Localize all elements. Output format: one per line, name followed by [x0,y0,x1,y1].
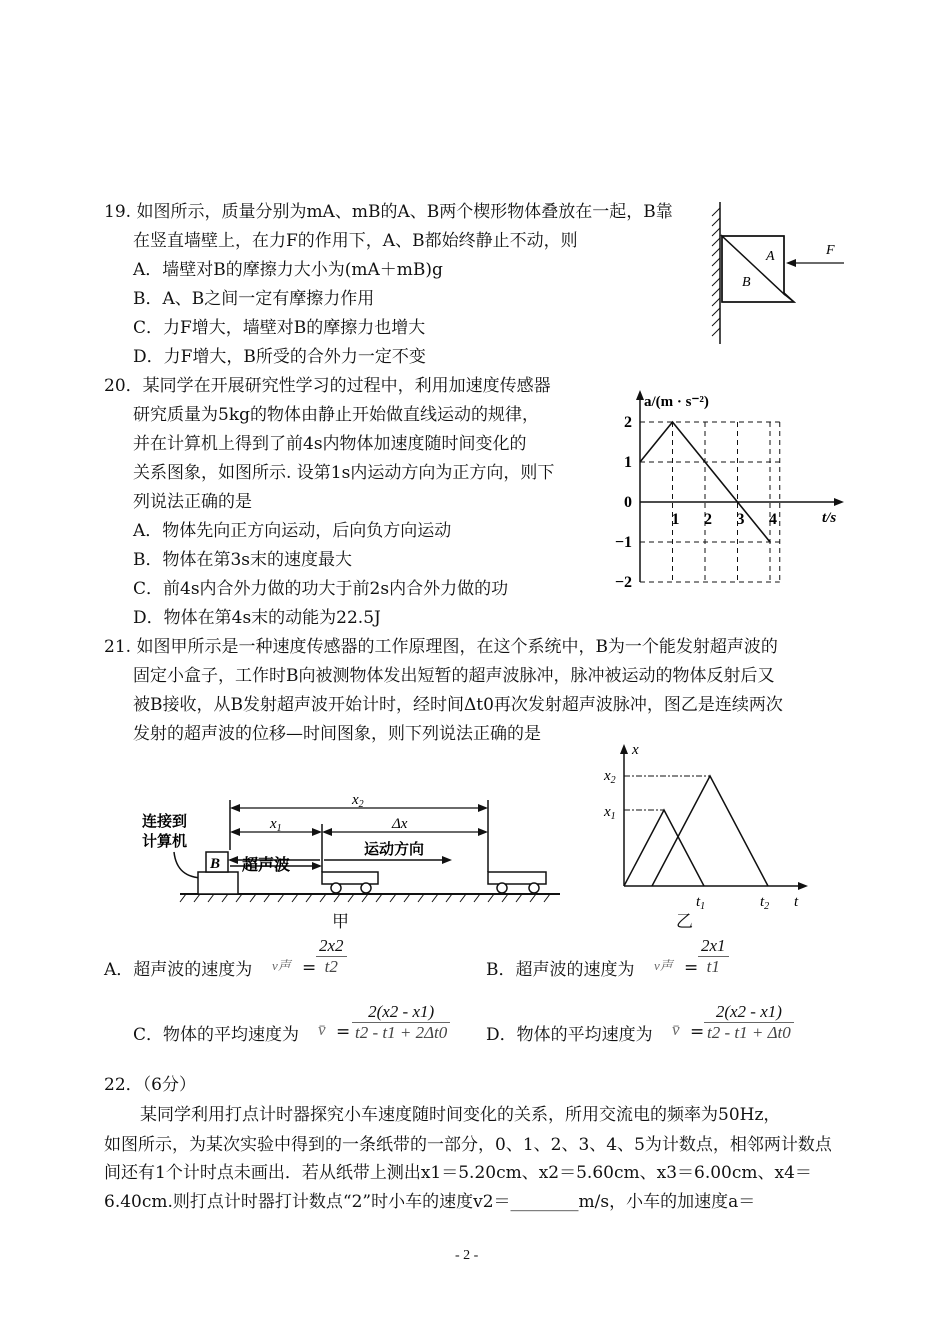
fig-jia-ultrasound: 超声波 [242,857,291,874]
q22-line1: 某同学利用打点计时器探究小车速度随时间变化的关系，所用交流电的频率为50Hz， [140,1105,781,1125]
q21-option-d-vbar: v̄ [672,1020,680,1039]
x-tick-label: 3 [736,511,745,528]
q21-option-c-vbar: v̄ [318,1020,326,1039]
y-tick-label: 1 [624,454,632,471]
q20-line2: 研究质量为5kg的物体由静止开始做直线运动的规律， [133,405,539,425]
q21-option-a-vsound: v声 [272,958,291,973]
fig-yi-x1: $x_1$ [604,804,616,822]
fraction-numerator: 2(x2 - x1) [715,1002,782,1021]
q20-line5: 列说法正确的是 [133,492,252,512]
q20-option-a: A．物体先向正方向运动，后向负方向运动 [133,521,452,541]
fig-jia-dx: Δx [392,816,408,832]
fig-yi-x2: $x_2$ [604,768,616,786]
fig-yi-caption: 乙 [676,912,693,932]
fig-jia-connect-2: 计算机 [142,834,188,850]
fig-yi-yaxis: x [632,742,639,758]
q19-option-b: B．A、B之间一定有摩擦力作用 [133,289,375,309]
fraction-denominator: t2 - t1 + 2Δt0 [352,1022,450,1043]
fig-jia-connect-1: 连接到 [142,814,188,830]
fig-jia-x2: $x_2$ [352,792,364,810]
q20-option-b: B．物体在第3s末的速度最大 [133,550,353,570]
q21-line4: 发射的超声波的位移—时间图象，则下列说法正确的是 [133,724,541,744]
ultrasonic-sensor-figure [130,790,570,940]
q19-label-f: F [826,243,835,258]
q19-line1: 19. 如图所示，质量分别为mA、mB的A、B两个楔形物体叠放在一起，B靠 [104,202,673,222]
chart-xlabel: t/s [822,510,837,526]
x-tick-label: 1 [671,511,680,528]
fig-jia-direction: 运动方向 [364,842,425,858]
q22-line2: 如图所示，为某次实验中得到的一条纸带的一部分，0、1、2、3、4、5为计数点，相邻两计数点 [104,1135,832,1155]
fraction-numerator: 2x2 [319,936,344,955]
q21-option-b-fraction [698,936,729,977]
q20-line3: 并在计算机上得到了前4s内物体加速度随时间变化的 [133,434,527,454]
displacement-time-figure [600,740,820,920]
fig-yi-t1: $t_1$ [696,894,706,912]
equals-sign: = [684,958,699,978]
fraction-denominator: t1 [698,956,729,977]
q22-line3: 间还有1个计时点未画出．若从纸带上测出x1＝5.20cm、x2＝5.60cm、x3＝6.00cm、x4＝ [104,1163,812,1183]
q21-option-b-vsound: v声 [654,958,673,973]
fig-jia-caption: 甲 [332,912,349,932]
q19-option-c: C．力F增大，墙壁对B的摩擦力也增大 [133,318,426,338]
q19-option-a: A．墙壁对B的摩擦力大小为(mA＋mB)g [133,260,443,280]
q20-option-c: C．前4s内合外力做的功大于前2s内合外力做的功 [133,579,509,599]
fig-jia-x1: $x_1$ [270,816,282,834]
q20-line4: 关系图象，如图所示. 设第1s内运动方向为正方向，则下 [133,463,555,483]
q21-option-b: B．超声波的速度为 [486,960,635,980]
q22-line4: 6.40cm.则打点计时器打计数点“2”时小车的速度v2＝________m/s，小车的加速度a＝ [104,1192,756,1212]
fraction-denominator: t2 [316,956,347,977]
q21-option-a: A．超声波的速度为 [104,960,253,980]
y-tick-label: −2 [614,574,632,590]
x-tick-label: 2 [704,511,712,528]
q21-option-d-fraction [704,1002,794,1043]
q19-wedge-figure [700,198,860,348]
fraction-numerator: 2(x2 - x1) [368,1002,435,1021]
page-number: - 2 - [455,1248,479,1263]
acceleration-time-chart [600,380,850,590]
q20-option-d: D．物体在第4s末的动能为22.5J [133,608,381,628]
fraction-numerator: 2x1 [701,936,726,955]
fig-yi-t2: $t_2$ [760,894,770,912]
q22-head: 22．（6分） [104,1075,196,1095]
fig-yi-xaxis: t [794,894,799,910]
x-tick-label: 4 [769,511,777,528]
equals-sign: = [690,1022,705,1042]
y-axis-arrow [636,390,644,400]
q20-line1: 20．某同学在开展研究性学习的过程中，利用加速度传感器 [104,376,551,396]
q19-option-d: D．力F增大，B所受的合外力一定不变 [133,347,426,367]
q19-line2: 在竖直墙壁上，在力F的作用下，A、B都始终静止不动，则 [133,231,578,251]
x-axis-arrow [834,498,844,506]
equals-sign: = [336,1022,351,1042]
q21-option-a-fraction [316,936,347,977]
chart-ylabel: a/(m · s⁻²) [644,394,709,410]
q21-line1: 21. 如图甲所示是一种速度传感器的工作原理图，在这个系统中，B为一个能发射超声波的 [104,637,778,657]
q21-option-c-fraction [352,1002,450,1043]
y-tick-label: 0 [624,494,632,511]
q21-option-d: D．物体的平均速度为 [486,1025,653,1045]
y-tick-label: 2 [624,414,632,431]
q21-line2: 固定小盒子，工作时B向被测物体发出短暂的超声波脉冲，脉冲被运动的物体反射后又 [133,666,775,686]
y-tick-label: −1 [614,534,632,551]
q19-label-b: B [742,275,751,290]
fig-jia-box-b: B [210,856,221,872]
q19-label-a: A [766,249,775,264]
q21-line3: 被B接收，从B发射超声波开始计时，经时间Δt0再次发射超声波脉冲，图乙是连续两次 [133,695,783,715]
fraction-denominator: t2 - t1 + Δt0 [704,1022,794,1043]
q21-option-c: C．物体的平均速度为 [133,1025,300,1045]
equals-sign: = [302,958,317,978]
